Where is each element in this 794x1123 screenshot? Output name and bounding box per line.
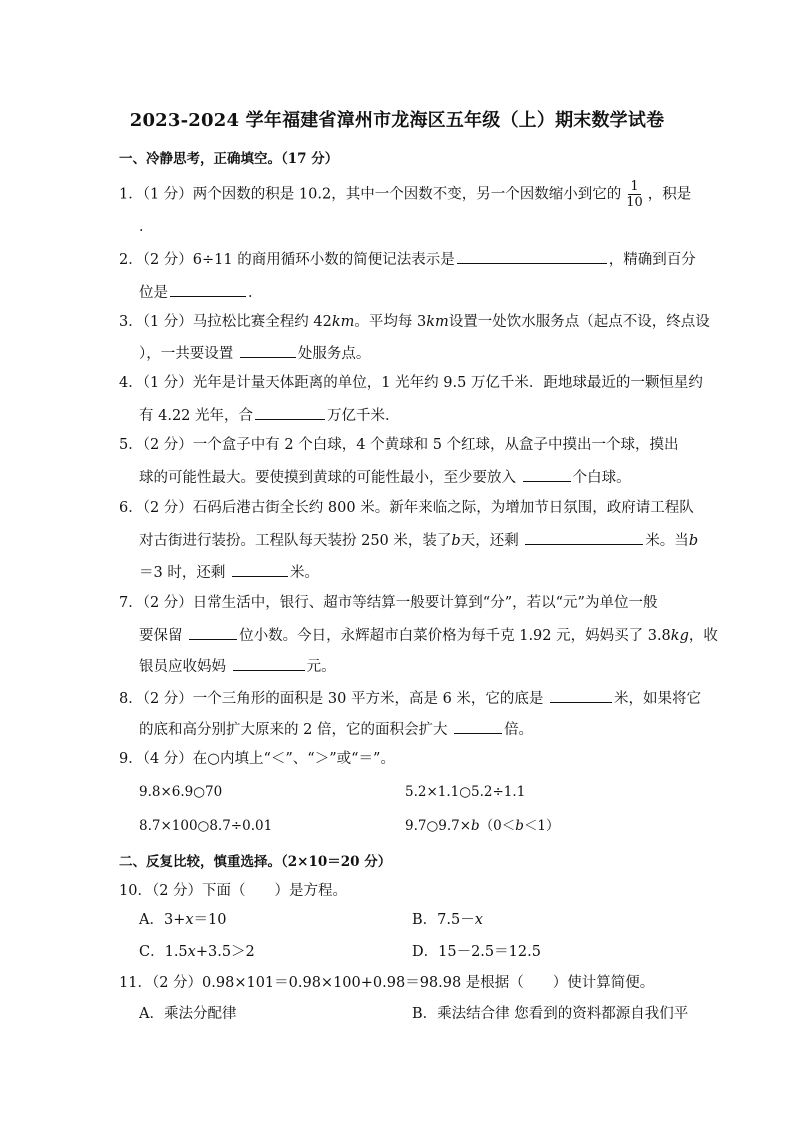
answer-blank[interactable] — [550, 687, 612, 703]
question-9: 9．（4 分）在○内填上“＜”、“＞”或“＝”。 — [119, 751, 395, 767]
option-11-a[interactable]: A．乘法分配律 — [139, 1006, 237, 1022]
question-7-cont: 要保留 位小数。今日，永辉超市白菜价格为每千克 1.92 元，妈妈买了 3.8kg，收 — [139, 624, 718, 646]
question-3: 3．（1 分）马拉松比赛全程约 42km。平均每 3km设置一处饮水服务点（起点不设，终点设 — [119, 314, 710, 330]
answer-blank[interactable] — [454, 718, 502, 734]
question-1: 1．（1 分）两个因数的积是 10.2，其中一个因数不变，另一个因数缩小到它的 $\frac{1}{10}$ ，积是 — [119, 179, 692, 210]
question-7-cont2: 银员应收妈妈 元。 — [139, 655, 336, 677]
option-10-a[interactable]: A．3+x＝10 — [139, 912, 227, 928]
answer-blank[interactable] — [189, 624, 237, 640]
question-4-cont: 有 4.22 光年，合 万亿千米． — [139, 404, 400, 426]
compare-item-2: 5.2×1.1○5.2÷1.1 — [405, 784, 526, 800]
question-7: 7．（2 分）日常生活中，银行、超市等结算一般要计算到“分”，若以“元”为单位一般 — [119, 595, 658, 611]
answer-blank[interactable] — [232, 561, 288, 577]
question-1-cont: ． — [139, 219, 154, 235]
answer-blank[interactable] — [255, 404, 325, 420]
question-10: 10．（2 分）下面（ ）是方程。 — [119, 883, 348, 899]
question-3-cont: ），一共要设置 处服务点。 — [139, 342, 370, 364]
answer-blank[interactable] — [523, 466, 571, 482]
question-8-cont: 的底和高分别扩大原来的 2 倍，它的面积会扩大 倍。 — [139, 718, 533, 740]
section-2-heading: 二、反复比较，慎重选择。（2×10＝20 分） — [119, 854, 392, 870]
section-1-heading: 一、冷静思考，正确填空。（17 分） — [119, 151, 339, 167]
option-10-b[interactable]: B．7.5－x — [412, 912, 483, 928]
fraction: $\frac{1}{10}$ — [626, 179, 643, 210]
answer-blank[interactable] — [233, 655, 305, 671]
option-10-d[interactable]: D．15－2.5＝12.5 — [412, 944, 541, 960]
answer-blank[interactable] — [170, 281, 246, 297]
question-5: 5．（2 分）一个盒子中有 2 个白球，4 个黄球和 5 个红球，从盒子中摸出一个球，摸出 — [119, 437, 679, 453]
question-4: 4．（1 分）光年是计量天体距离的单位，1 光年约 9.5 万亿千米．距地球最近的一颗恒星约 — [119, 375, 703, 391]
question-6-cont: 对古街进行装扮。工程队每天装扮 250 米，装了b天，还剩 米。当b — [139, 529, 698, 551]
question-5-cont: 球的可能性最大。要使摸到黄球的可能性最小，至少要放入 个白球。 — [139, 466, 631, 488]
watermark-text: 您看到的资料都源自我们平 — [514, 1006, 689, 1022]
question-2: 2．（2 分）6÷11 的商用循环小数的简便记法表示是 ，精确到百分 — [119, 248, 696, 270]
answer-blank[interactable] — [457, 248, 607, 264]
answer-blank[interactable] — [525, 529, 643, 545]
question-6: 6．（2 分）石码后港古街全长约 800 米。新年来临之际，为增加节日氛围，政府请工程队 — [119, 500, 694, 516]
question-2-cont: 位是 ． — [139, 281, 263, 303]
compare-item-4: 9.7○9.7×b（0＜b＜1） — [405, 818, 560, 834]
compare-item-3: 8.7×100○8.7÷0.01 — [139, 818, 273, 834]
compare-item-1: 9.8×6.9○70 — [139, 784, 223, 800]
exam-title: 2023-2024 学年福建省漳州市龙海区五年级（上）期末数学试卷 — [129, 110, 665, 131]
question-6-cont2: ＝3 时，还剩 米。 — [139, 561, 319, 583]
option-11-b[interactable]: B．乘法结合律 您看到的资料都源自我们平 — [412, 1006, 689, 1022]
question-8: 8．（2 分）一个三角形的面积是 30 平方米，高是 6 米，它的底是 米，如果将它 — [119, 687, 701, 709]
question-11: 11．（2 分）0.98×101＝0.98×100+0.98＝98.98 是根据（ ）使计算简便。 — [119, 975, 655, 991]
answer-blank[interactable] — [240, 342, 296, 358]
option-10-c[interactable]: C．1.5x+3.5＞2 — [139, 944, 255, 960]
